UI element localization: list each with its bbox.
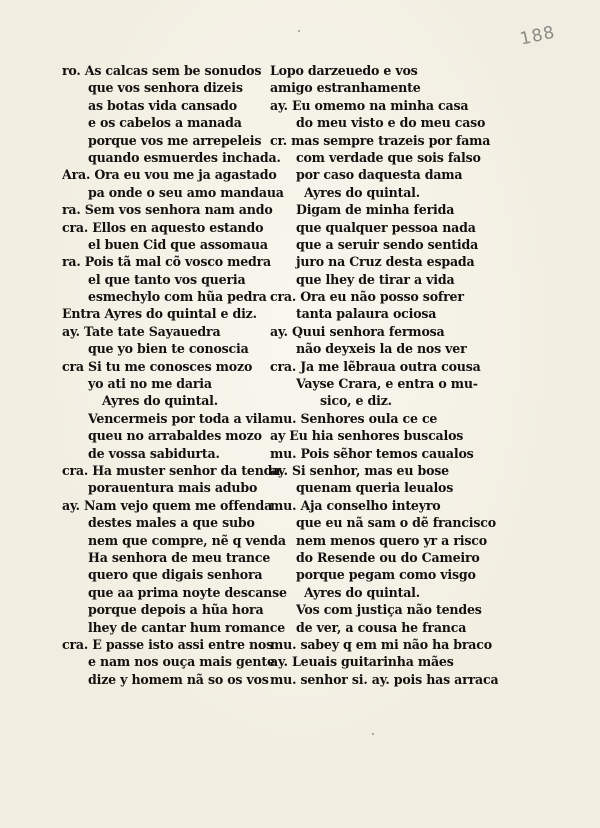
text-line: lhey de cantar hum romance [88, 619, 286, 635]
paper-speck [298, 30, 300, 32]
text-line: el que tanto vos queria [88, 271, 246, 287]
text-line: Ayres do quintal. [304, 184, 420, 200]
text-line: mu. sabey q em mi não ha braco [270, 636, 492, 652]
text-line: mu. Senhores oula ce ce [270, 410, 438, 426]
left-text-column [62, 62, 294, 688]
text-line: quero que digais senhora [88, 567, 263, 583]
text-line: mu. senhor si. ay. pois has arraca [270, 671, 498, 687]
text-line: de ver, a cousa he franca [296, 619, 467, 635]
text-line: ay. Leuais guitarinha mães [270, 654, 454, 670]
text-line: mu. Aja conselho inteyro [270, 497, 441, 513]
text-line: queu no arrabaldes mozo [88, 428, 262, 444]
text-line: el buen Cid que assomaua [88, 236, 268, 252]
text-line: porque pegam como visgo [296, 567, 476, 583]
text-line: não deyxeis la de nos ver [296, 341, 467, 357]
text-line: e os cabelos a manada [88, 115, 242, 131]
text-line: do meu visto e do meu caso [296, 115, 486, 131]
text-line: e nam nos ouça mais gente [88, 654, 275, 670]
text-line: Lopo darzeuedo e vos [270, 63, 418, 78]
text-line: ay. Nam vejo quem me offenda [62, 497, 273, 513]
text-line: que eu nã sam o dẽ francisco [296, 515, 496, 531]
text-line: cra. Ja me lẽbraua outra cousa [270, 358, 481, 374]
text-line: Ayres do quintal. [304, 584, 420, 600]
text-line: mu. Pois sẽhor temos caualos [270, 445, 474, 461]
text-line: tanta palaura ociosa [296, 306, 437, 322]
text-line: amigo estranhamente [270, 80, 421, 96]
text-line: porauentura mais adubo [88, 480, 258, 496]
text-line: que lhey de tirar a vida [296, 271, 455, 287]
text-line: yo ati no me daria [88, 376, 212, 392]
text-line: Entra Ayres do quintal e diz. [62, 306, 257, 322]
text-line: que a seruir sendo sentida [296, 236, 479, 252]
text-line: porque depois a hũa hora [88, 602, 264, 618]
text-line: pa onde o seu amo mandaua [88, 184, 284, 200]
text-line: cra. Ha muster senhor da tenda [62, 462, 281, 478]
right-text-column [270, 62, 498, 688]
text-line: quando esmuerdes inchada. [88, 149, 281, 165]
folio-number: 188 [518, 22, 558, 50]
text-line: que qualquer pessoa nada [296, 219, 476, 235]
text-line: ay. Quui senhora fermosa [270, 323, 445, 339]
text-line: Ha senhora de meu trance [88, 549, 271, 565]
text-line: juro na Cruz desta espada [296, 254, 475, 270]
paper-speck [372, 733, 374, 735]
text-line: nem menos quero yr a risco [296, 532, 487, 548]
text-line: Ara. Ora eu vou me ja agastado [62, 167, 277, 183]
text-line: cra. E passe isto assi entre nos [62, 636, 274, 652]
text-line: ro. As calcas sem be sonudos [62, 63, 262, 78]
text-line: porque vos me arrepeleis [88, 132, 262, 148]
text-line: ay Eu hia senhores buscalos [270, 428, 464, 444]
text-line: ay. Si senhor, mas eu bose [270, 462, 449, 478]
text-line: cra Si tu me conosces mozo [62, 358, 253, 374]
text-line: sico, e diz. [320, 393, 392, 409]
text-line: ra. Pois tã mal cõ vosco medra [62, 254, 272, 270]
text-line: Vos com justiça não tendes [296, 602, 482, 618]
text-line: cra. Ellos en aquesto estando [62, 219, 264, 235]
text-line: com verdade que sois falso [296, 149, 481, 165]
text-line: as botas vida cansado [88, 97, 237, 113]
text-line: Vencermeis por toda a vila [88, 410, 270, 426]
text-line: ay. Tate tate Sayauedra [62, 323, 221, 339]
text-line: por caso daquesta dama [296, 167, 463, 183]
text-line: quenam queria leualos [296, 480, 454, 496]
text-line: que vos senhora dizeis [88, 80, 243, 96]
text-line: que yo bien te conoscia [88, 341, 249, 357]
text-line: do Resende ou do Cameiro [296, 549, 480, 565]
text-line: cr. mas sempre trazeis por fama [270, 132, 491, 148]
text-line: dize y homem nã so os vos [88, 671, 269, 687]
text-line: esmechylo com hũa pedra [88, 289, 267, 305]
text-line: cra. Ora eu não posso sofrer [270, 289, 464, 305]
text-line: destes males a que subo [88, 515, 255, 531]
text-line: ra. Sem vos senhora nam ando [62, 202, 273, 218]
text-line: Ayres do quintal. [102, 393, 218, 409]
text-line: Vayse Crara, e entra o mu- [296, 376, 478, 392]
text-line: nem que compre, nẽ q venda [88, 532, 286, 548]
text-line: que aa prima noyte descanse [88, 584, 287, 600]
text-line: ay. Eu omemo na minha casa [270, 97, 469, 113]
text-line: de vossa sabidurta. [88, 445, 220, 461]
text-line: Digam de minha ferida [296, 202, 455, 218]
